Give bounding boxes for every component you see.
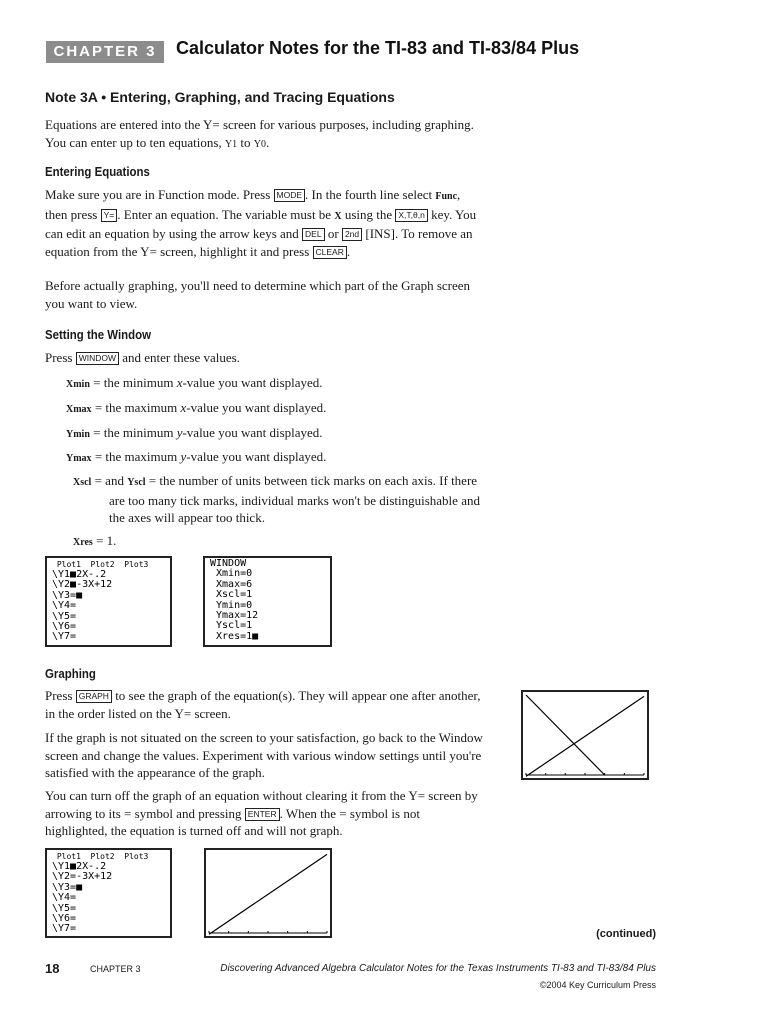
footer-book-title: Discovering Advanced Algebra Calculator Notes for the Texas Instruments TI-83 and TI-83/84 Plus [220,963,656,974]
entering-text-b: . In the fourth line select [305,187,436,202]
heading-graphing: Graphing [45,666,96,681]
graph-both-svg [523,692,647,778]
graphing-text-b: to see the graph of the equation(s). They will appear one after another, in the order listed on the Y= screen. [45,688,481,721]
window-press-end: and enter these values. [119,350,240,365]
screen-line: \Y2=-3X+12 [52,871,113,883]
screen-line: \Y4= [52,600,77,612]
def-text: = the minimum [89,375,177,390]
def-scl [73,472,483,527]
entering-text-d: . Enter an equation. The variable must be [117,206,335,222]
page-title: Calculator Notes for the TI-83 and TI-83/84 Plus [176,38,580,58]
screen-line: \Y3=■ [52,881,83,893]
def-xres [73,532,513,551]
def-term: Yscl [127,477,146,488]
graph-screen-single [204,848,332,938]
def-text: = and [91,473,128,488]
screen-text [47,558,170,643]
graph-one-svg [206,850,330,936]
def-xmax [66,399,506,418]
mode-key: MODE [274,189,306,202]
y-equals-key: Y= [101,209,118,222]
screen-line: Ymax=12 [210,610,259,622]
y-equals-screen-1 [45,556,172,647]
def-text: = the number of units between tick marks on each axis. If there are too many tick marks, individual marks won't be distinguishable and the axes will appear too thick. [109,473,480,525]
graph-screen-both [521,690,649,780]
def-text: -value you want displayed. [182,425,323,440]
window-press-text: Press [45,350,76,365]
screen-line: \Y5= [52,610,77,622]
graph-key: GRAPH [76,690,112,703]
screen-line: \Y6= [52,621,77,633]
screen-line: \Y1■2X-.2 [52,861,107,872]
screen-line: \Y1■2X-.2 [52,569,107,580]
plot-header: Plot1 Plot2 Plot3 [52,560,149,569]
def-text: -value you want displayed. [186,449,327,464]
def-text: -value you want displayed. [186,400,327,415]
series-line-y2 [526,695,605,775]
screen-line: Yscl=1 [210,620,253,632]
entering-text-e: using the [341,206,396,222]
graphing-paragraph-1 [45,687,485,722]
plot-header: Plot1 Plot2 Plot3 [52,852,149,861]
screen-line: Xres=1■ [210,630,259,642]
screen-line: \Y5= [52,902,77,914]
def-text: = the maximum [91,449,181,464]
intro-paragraph [45,116,485,153]
page-number: 18 [45,961,60,976]
screen-line: \Y7= [52,631,77,643]
entering-text-a: Make sure you are in Function mode. Press [45,187,274,202]
intro-end: . [266,134,270,150]
entering-text-i: . [346,243,351,259]
clear-key: CLEAR [313,246,347,259]
chapter-badge: CHAPTER 3 [46,41,164,63]
def-var: x [176,375,183,390]
window-intro [45,349,485,367]
graphing-text-c: You can turn off the graph of an equation without clearing it from the Y= screen by arrowing to its = symbol and pressing [45,788,478,821]
screen-text [205,558,330,642]
window-key: WINDOW [76,352,119,365]
def-ymin [66,424,506,443]
def-xmin [66,374,506,393]
def-var: y [176,425,183,440]
series-line-y1 [209,854,327,934]
def-var: y [180,449,187,464]
graphing-paragraph-3 [45,787,485,840]
graphing-text-a: Press [45,688,76,703]
screen-line: \Y6= [52,913,77,925]
screen-line: Xscl=1 [210,589,253,601]
entering-paragraph [45,186,485,260]
note-title: Note 3A • Entering, Graphing, and Tracing Equations [45,89,395,105]
screen-line: Xmin=0 [210,568,253,580]
graphing-paragraph-2: If the graph is not situated on the screen to your satisfaction, go back to the Window screen and change the values. Experiment with various window settings until you're satisfied with the appearance of the graph. [45,730,483,780]
heading-entering-equations: Entering Equations [45,164,150,179]
continued-label: (continued) [596,928,656,940]
screen-line: \Y4= [52,892,77,904]
screen-line: \Y7= [52,923,77,935]
def-term: Xmax [66,404,92,415]
entering-text-c: , then press [45,187,461,222]
graph-screen-paragraph: Before actually graphing, you'll need to determine which part of the Graph screen you want to view. [45,278,471,311]
window-screen [203,556,332,647]
2nd-key: 2nd [342,228,362,241]
def-term: Ymin [66,429,90,440]
x-variable-label: X [334,210,342,222]
y1-label: Y1 [224,138,238,150]
screen-line: \Y2■-3X+12 [52,579,113,591]
graphing-text-d: . When the = symbol is not highlighted, the equation is turned off and will not graph. [45,805,420,838]
def-term: Xres [73,537,93,548]
screen-line: Ymin=0 [210,599,253,611]
def-term: Xscl [73,477,92,488]
heading-setting-window: Setting the Window [45,327,152,342]
def-text: = the minimum [89,425,177,440]
screen-line: \Y3=■ [52,589,83,601]
def-term: Ymax [66,453,92,464]
entering-text-h: [INS]. To remove an equation from the Y= screen, highlight it and press [45,226,473,259]
entering-text-g: or [324,226,342,241]
footer-chapter: CHAPTER 3 [90,964,141,974]
def-ymax [66,448,506,467]
def-text: -value you want displayed. [182,375,323,390]
del-key: DEL [302,228,325,241]
xtn-key: X,T,θ,n [395,209,427,222]
y0-label: Y0 [253,138,267,150]
def-term: Xmin [66,379,90,390]
enter-key: ENTER [245,808,280,821]
y-equals-screen-2 [45,848,172,938]
screen-text [47,850,170,935]
intro-to: to [237,134,254,150]
series-line-y1 [526,696,644,776]
def-text: = the maximum [91,400,181,415]
screen-line: WINDOW [210,558,247,569]
entering-text-f: key. You can edit an equation by using the arrow keys and [45,206,477,241]
screen-line: Xmax=6 [210,578,253,590]
intro-text: Equations are entered into the Y= screen for various purposes, including graphing. You can enter up to ten equations, [45,117,474,150]
footer-copyright: ©2004 Key Curriculum Press [539,980,656,990]
func-label: Func [435,191,458,202]
def-var: x [180,400,187,415]
def-text: = 1. [92,533,117,548]
